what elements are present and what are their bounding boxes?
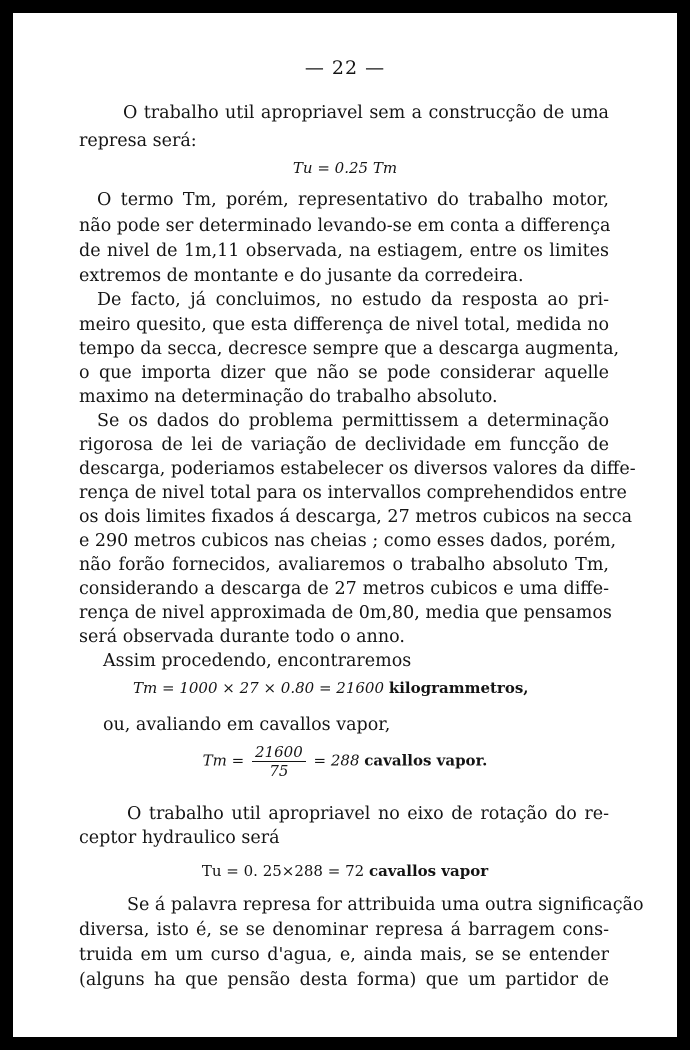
text-line: Se os dados do problema permittissem a determinação bbox=[97, 411, 609, 431]
text-line: considerando a descarga de 27 metros cubicos e uma diffe- bbox=[79, 579, 609, 599]
formula-hp bbox=[13, 743, 677, 780]
text-line: Se á palavra represa for attribuida uma outra significação bbox=[127, 895, 644, 915]
text-line: meiro quesito, que esta differença de nivel total, medida no bbox=[79, 315, 609, 335]
text-line: não forão fornecidos, avaliaremos o trabalho absoluto Tm, bbox=[79, 555, 609, 575]
text-line: rença de nivel approximada de 0m,80, media que pensamos bbox=[79, 603, 612, 623]
page bbox=[13, 13, 677, 1037]
text-line: será observada durante todo o anno. bbox=[79, 627, 405, 647]
formula-tm-expr: Tm = 1000 × 27 × 0.80 = 21600 bbox=[133, 679, 385, 697]
text-line: maximo na determinação do trabalho absoluto. bbox=[79, 387, 498, 407]
text-line: ceptor hydraulico será bbox=[79, 828, 280, 848]
text-line: represa será: bbox=[79, 131, 197, 151]
text-line: (alguns ha que pensão desta forma) que um partidor de bbox=[79, 970, 609, 990]
formula-tu: Tu = 0.25 Tm bbox=[292, 159, 398, 177]
text-line: de nivel de 1m,11 observada, na estiagem, entre os limites bbox=[79, 241, 609, 261]
fraction-denominator: 75 bbox=[269, 762, 289, 780]
text-line: o que importa dizer que não se pode considerar aquelle bbox=[79, 363, 609, 383]
formula-tu-final-expr: Tu = 0. 25×288 = 72 bbox=[201, 862, 365, 880]
text-line: rigorosa de lei de variação de declividade em funcção de bbox=[79, 435, 609, 455]
formula-hp-rhs: = 288 bbox=[313, 751, 360, 770]
text-line: descarga, poderiamos estabelecer os diversos valores da diffe- bbox=[79, 459, 636, 479]
text-line: rença de nivel total para os intervallos comprehendidos entre bbox=[79, 483, 627, 503]
formula-tm bbox=[133, 679, 529, 697]
text-line: e 290 metros cubicos nas cheias ; como esses dados, porém, bbox=[79, 531, 617, 551]
formula-tu-final-unit: cavallos vapor bbox=[368, 862, 489, 880]
page-number: — 22 — bbox=[304, 57, 386, 79]
text-line: truida em um curso d'agua, e, ainda mais, se se entender bbox=[79, 945, 609, 965]
text-line: Assim procedendo, encontraremos bbox=[103, 651, 412, 671]
text-line: ou, avaliando em cavallos vapor, bbox=[103, 715, 391, 735]
formula-hp-lhs: Tm = bbox=[202, 751, 245, 770]
text-line: diversa, isto é, se se denominar represa á barragem cons- bbox=[79, 920, 609, 940]
text-line: extremos de montante e do jusante da corredeira. bbox=[79, 266, 524, 286]
formula-tm-unit: kilogrammetros, bbox=[388, 679, 529, 697]
formula-hp-unit: cavallos vapor. bbox=[364, 751, 488, 770]
text-line: os dois limites fixados á descarga, 27 metros cubicos na secca bbox=[79, 507, 633, 527]
fraction bbox=[252, 743, 306, 780]
text-line: não pode ser determinado levando-se em conta a differença bbox=[79, 216, 611, 236]
formula-tu-final bbox=[13, 862, 677, 880]
text-line: De facto, já concluimos, no estudo da resposta ao pri- bbox=[97, 290, 609, 310]
text-line: O termo Tm, porém, representativo do trabalho motor, bbox=[97, 190, 609, 210]
text-line: O trabalho util apropriavel sem a construcção de uma bbox=[123, 103, 609, 123]
text-line: tempo da secca, decresce sempre que a descarga augmenta, bbox=[79, 339, 620, 359]
fraction-numerator: 21600 bbox=[252, 743, 306, 762]
text-line: O trabalho util apropriavel no eixo de rotação do re- bbox=[127, 804, 609, 824]
